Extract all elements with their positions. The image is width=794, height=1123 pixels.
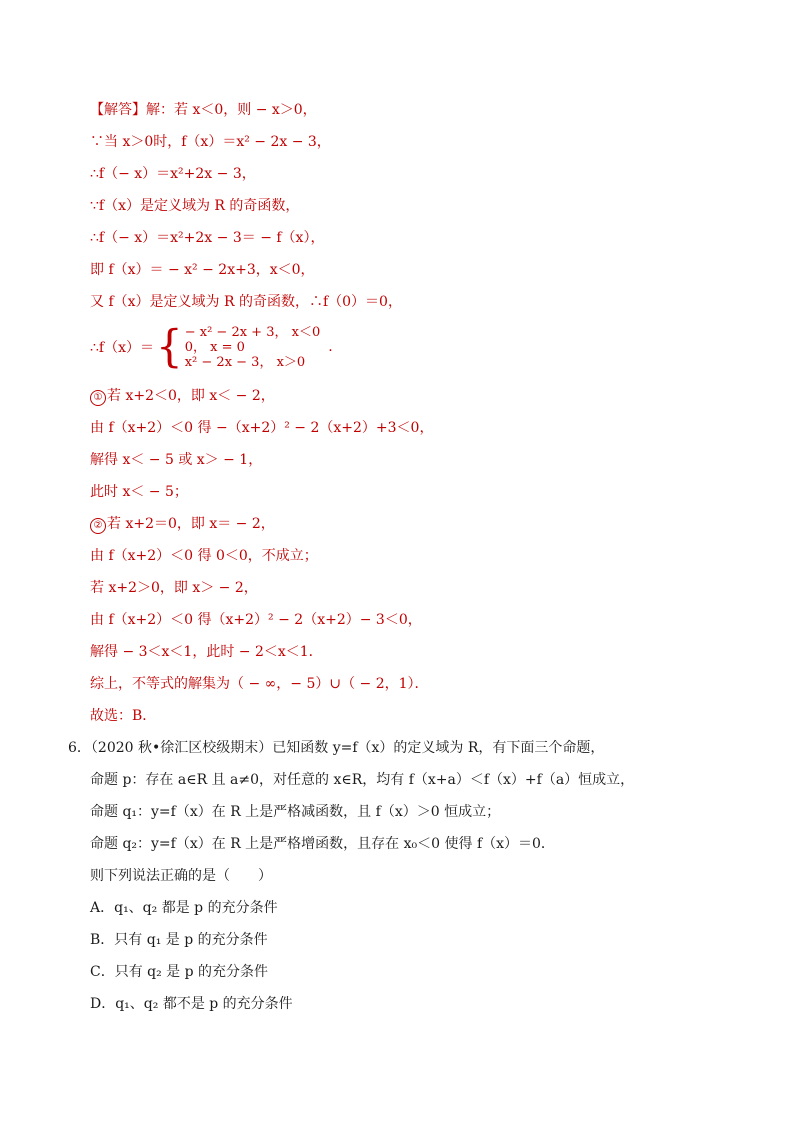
option-c: C．只有 q₂ 是 p 的充分条件 bbox=[90, 964, 269, 980]
case1a-line: 由 f（x+2）＜0 得 −（x+2）² − 2（x+2）+3＜0， bbox=[90, 420, 434, 436]
piecewise-prefix: ∴f（x）＝ bbox=[90, 340, 154, 356]
answer-tag: 【解答】 bbox=[90, 102, 146, 118]
left-brace: { bbox=[155, 320, 183, 373]
case-2: 0， x = 0 bbox=[184, 339, 245, 355]
choice-line: 故选：B． bbox=[90, 708, 157, 724]
case1-line bbox=[90, 386, 275, 406]
proposition-q1: 命题 q₁：y=f（x）在 R 上是严格减函数，且 f（x）＞0 恒成立； bbox=[90, 804, 501, 820]
case1-text: 若 x+2＜0，即 x＜ − 2， bbox=[107, 388, 275, 404]
case1c-line: 此时 x＜ − 5； bbox=[90, 484, 188, 500]
option-d: D．q₁、q₂ 都不是 p 的充分条件 bbox=[90, 996, 293, 1012]
case2-text: 若 x+2＝0，即 x＝ − 2， bbox=[107, 516, 275, 532]
case2a-line: 由 f（x+2）＜0 得 0＜0，不成立； bbox=[90, 548, 318, 564]
summary-line: 综上，不等式的解集为（ − ∞，− 5）∪（ − 2，1）． bbox=[90, 676, 429, 692]
piecewise-function bbox=[90, 322, 333, 372]
solution-line-2: ∵当 x＞0时，f（x）＝x² − 2x − 3， bbox=[90, 134, 331, 150]
solution-line-5: ∴f（− x）＝x²+2x − 3＝ − f（x）， bbox=[90, 230, 325, 246]
case2-mark: ② bbox=[90, 518, 106, 534]
solution-line-6: 即 f（x）＝ − x² − 2x+3，x＜0， bbox=[90, 262, 315, 278]
case-3: x² − 2x − 3， x＞0 bbox=[184, 354, 306, 370]
question-6-stem bbox=[68, 738, 604, 758]
option-b: B．只有 q₁ 是 p 的充分条件 bbox=[90, 932, 268, 948]
proposition-q2: 命题 q₂：y=f（x）在 R 上是严格增函数，且存在 x₀＜0 使得 f（x）＝0． bbox=[90, 836, 555, 852]
solution-line-1 bbox=[90, 100, 317, 120]
case1b-line: 解得 x＜ − 5 或 x＞ − 1， bbox=[90, 452, 263, 468]
solution-line-4: ∵f（x）是定义域为 R 的奇函数， bbox=[90, 198, 300, 214]
case2-line bbox=[90, 514, 275, 534]
proposition-p: 命题 p：存在 a∈R 且 a≠0，对任意的 x∈R，均有 f（x+a）＜f（x）+f（a）恒成立， bbox=[90, 772, 635, 788]
case3b-line: 解得 − 3＜x＜1，此时 − 2＜x＜1． bbox=[90, 644, 323, 660]
option-a: A．q₁、q₂ 都是 p 的充分条件 bbox=[90, 900, 278, 916]
case1-mark: ① bbox=[90, 390, 106, 406]
piecewise-end: . bbox=[328, 339, 333, 355]
piecewise-cases bbox=[185, 325, 321, 370]
solution-line-7: 又 f（x）是定义域为 R 的奇函数，∴f（0）＝0， bbox=[90, 294, 402, 310]
solution-text-1: 解：若 x＜0，则 − x＞0， bbox=[146, 102, 317, 118]
case-1: − x² − 2x + 3， x＜0 bbox=[184, 324, 321, 340]
case3-line: 若 x+2＞0，即 x＞ − 2， bbox=[90, 580, 258, 596]
question-ask: 则下列说法正确的是（ ） bbox=[90, 868, 272, 884]
case3a-line: 由 f（x+2）＜0 得（x+2）² − 2（x+2）− 3＜0， bbox=[90, 612, 422, 628]
question-stem-text: （2020 秋•徐汇区校级期末）已知函数 y=f（x）的定义域为 R，有下面三个命题， bbox=[90, 740, 605, 756]
question-number: 6． bbox=[68, 740, 91, 756]
solution-line-3: ∴f（− x）＝x²+2x − 3， bbox=[90, 166, 256, 182]
